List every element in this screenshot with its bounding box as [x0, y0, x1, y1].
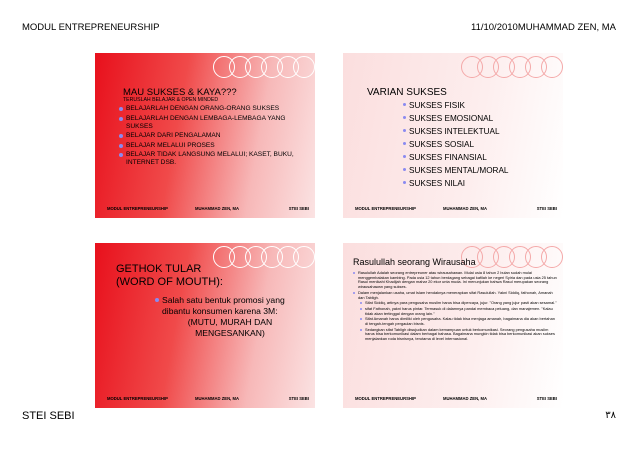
bullet-icon: [360, 329, 362, 331]
bullet-icon: [403, 181, 406, 184]
sub-item: Sifat Siddiq, artinya para pengusaha muslim harus bisa dipercaya, jujur. "Orang yang jujur pasti akan sesamal.": [353, 301, 558, 306]
slide-title: VARIAN SUKSES: [367, 87, 447, 98]
slide-rasulullah-wirausaha: [343, 243, 563, 408]
bullet-icon: [119, 134, 123, 138]
bullet-icon: [403, 142, 406, 145]
decorative-rings: [453, 53, 563, 83]
slide-bullet-list: [403, 99, 509, 190]
bullet-icon: [353, 292, 355, 294]
list-item: SUKSES INTELEKTUAL: [403, 125, 509, 138]
list-item: SUKSES EMOSIONAL: [403, 112, 509, 125]
bullet-icon: [119, 107, 123, 111]
list-item-continuation: (MUTU, MURAH DAN MENGESANKAN): [187, 317, 273, 338]
list-item: BELAJAR MELALUI PROSES: [119, 142, 309, 150]
list-item: SUKSES FISIK: [403, 99, 509, 112]
header-module-title: MODUL ENTREPRENEURSHIP: [22, 22, 160, 33]
bullet-icon: [155, 298, 159, 302]
slide-footer: MODUL ENTREPRENEURSHIP MUHAMMAD ZEN, MA STEI SEBI: [355, 396, 557, 401]
slide-varian-sukses: [343, 53, 563, 218]
bullet-icon: [360, 308, 362, 310]
list-item: BELAJAR DARI PENGALAMAN: [119, 132, 309, 140]
slide-footer: MODUL ENTREPRENEURSHIP MUHAMMAD ZEN, MA STEI SEBI: [107, 206, 309, 211]
slide-footer: MODUL ENTREPRENEURSHIP MUHAMMAD ZEN, MA STEI SEBI: [107, 396, 309, 401]
slide-bullet-list: [155, 295, 305, 339]
bullet-icon: [403, 116, 406, 119]
slide-title: MAU SUKSES & KAYA???: [123, 87, 237, 98]
bullet-icon: [360, 302, 362, 304]
sub-item: Sifat Amanah harus dimiliki oleh pengusaha. Kalau tidak bisa menjaga amanah, bagaimana dia akan bertahan di tengah-tengah pergaulan bisnis.: [353, 317, 558, 326]
sub-item: sifat Fathonah, yakni harus pintar. Termasuk di dalamnya pandai membaca peluang, dan manajemen. "Kalau tidak akan tertinggal dengan orang lain.": [353, 307, 558, 316]
page-number: ٣٨: [605, 410, 616, 421]
list-item: SUKSES MENTAL/MORAL: [403, 164, 509, 177]
header-date-author: 11/10/2010MUHAMMAD ZEN, MA: [470, 22, 616, 33]
list-item: Salah satu bentuk promosi yang dibantu konsumen karena 3M:: [155, 295, 305, 317]
bullet-icon: [403, 155, 406, 158]
bullet-icon: [119, 144, 123, 148]
bullet-icon: [119, 117, 123, 121]
decorative-rings: [205, 53, 315, 83]
bullet-icon: [403, 129, 406, 132]
bullet-icon: [353, 272, 355, 274]
list-item: SUKSES SOSIAL: [403, 138, 509, 151]
slide-title: GETHOK TULAR (WORD OF MOUTH):: [116, 263, 223, 288]
slide-mau-sukses: [95, 53, 315, 218]
slide-subtitle: TERUSLAH BELAJAR & OPEN MINDED: [123, 97, 219, 103]
bullet-icon: [403, 168, 406, 171]
slide-body-text: [353, 271, 558, 343]
paragraph: Rasulullah Adalah seorang entrepreuner atau wirausahawan. Mulai usia 8 tahun 2 bulan sudah mulai menggembalakan kambing. Pada usia 12 tahun berdagang sebagai kafilah ke negeri Syiria dan pada usia 25 tahun Rasul menikahi Khadijah dengan mahar 20 ekor unta muda. Ini menunjukan bahwa Rasul merupakan seorang wirausahawan yang sukses.: [353, 271, 558, 290]
bullet-icon: [119, 153, 123, 157]
bullet-icon: [360, 318, 362, 320]
list-item: SUKSES FINANSIAL: [403, 151, 509, 164]
list-item: BELAJAR TIDAK LANGSUNG MELALUI; KASET, BUKU, INTERNET DSB.: [119, 151, 309, 167]
bullet-icon: [403, 103, 406, 106]
footer-institution: STEI SEBI: [22, 410, 75, 422]
page-footer: [22, 410, 616, 428]
page-header: [22, 22, 616, 36]
list-item: BELAJARLAH DENGAN LEMBAGA-LEMBAGA YANG SUKSES: [119, 115, 309, 131]
list-item: SUKSES NILAI: [403, 177, 509, 190]
slide-title: Rasulullah seorang Wirausaha: [353, 257, 476, 267]
list-item: BELAJARLAH DENGAN ORANG-ORANG SUKSES: [119, 105, 309, 113]
slide-gethok-tular: [95, 243, 315, 408]
sub-item: Sedangkan sifat Tabligh diwujudkan dalam kemampuan untuk berkomunikasi. Seorang pengusaha muslim harus bisa berkomunikasi dalam berbagai bahasa. Bagaimana mungkin tidak bisa berkomunikasi akan sukses menjalankan roda bisnisnya, terutama di level internasional.: [353, 328, 558, 342]
paragraph: Dalam menjalankan usaha, umat Islam hendaknya menerapkan sifat Rasulullah. Yakni Siddiq, fathonah, Amanah dan Tabligh.: [353, 291, 558, 300]
slide-footer: MODUL ENTREPRENEURSHIP MUHAMMAD ZEN, MA STEI SEBI: [355, 206, 557, 211]
slide-bullet-list: [119, 105, 309, 169]
